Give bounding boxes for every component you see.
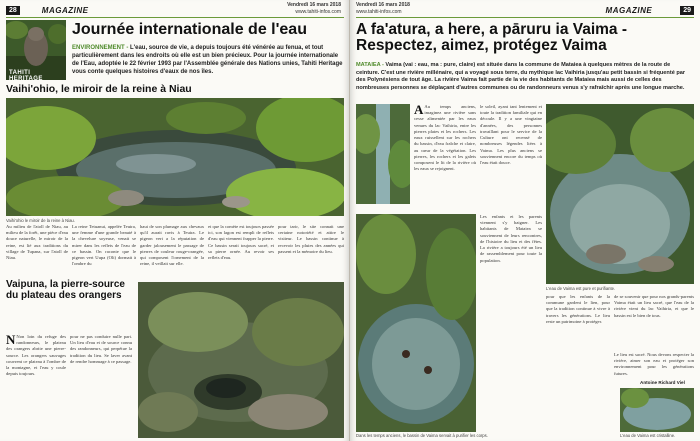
right-section-label: MAGAZINE bbox=[605, 5, 653, 15]
vaima-bathers-photo bbox=[356, 214, 476, 432]
right-dateline bbox=[356, 3, 410, 15]
left-col-6 bbox=[6, 334, 66, 438]
right-col-1-text: Au temps anciens, imaginez une rivière sans cesse alimentée par les eaux venues du lac Vaihiria, entre les pierres plates et les rochers. Les eaux ruissellent sur les rochers du bassin, d'eau fraîche et claire, au cœur de la végétation. Les pierres, les rochers et les galets composent le lit de la rivière où les eaux se rejoignent. bbox=[414, 104, 476, 172]
left-col-7: pour ne pas conduire nulle part. Un lieu d'eau et de source connu des randonneurs, qui perpétue la tradition du lieu. Se laver avant de rendre hommage à ce passage. bbox=[70, 334, 132, 364]
right-lead bbox=[356, 62, 694, 92]
clear-water-caption: L'eau de Vaima est cristalline. bbox=[620, 433, 676, 438]
right-page bbox=[350, 0, 700, 441]
left-col-1: Au milieu de l'atoll de Niau, au milieu de la forêt, une pièce d'eau douce naturelle, le miroir de la reine, est lié aux traditions du village de Tupana, sur l'atoll de Niau. bbox=[6, 224, 68, 261]
right-col-4: pour que les enfants de la commune gardent le lien, pour que la tradition continue à vivre à travers les générations. Le lieu reste un patrimoine à protéger. bbox=[546, 294, 610, 324]
right-col-5: de se souvenir que pour nos grands-parents Vaima était un lieu sacré, que l'eau de la rivière vient du lac Vaihiria, et que le bassin est le bien de tous. bbox=[614, 294, 694, 318]
right-url: www.tahiti-infos.com bbox=[356, 8, 402, 15]
left-col-4: et que la comète est toujours passée ici, son lagon est rempli de reflets d'eau qui viennent frapper la pierre. Ce bassin serait toujours sacré, et sa pierre ornée. Au revoir ses reflets d'eau. bbox=[208, 224, 274, 261]
left-header-rule bbox=[6, 17, 344, 18]
right-header bbox=[606, 4, 694, 16]
right-headline: A fa'atura, a here, a pāruru ia Vaima - Respectez, aimez, protégez Vaima bbox=[356, 21, 628, 55]
left-dropcap: N bbox=[6, 334, 16, 347]
left-url: www.tahiti-infos.com bbox=[295, 8, 341, 15]
left-subhead-1: Vaihi'ohio, le miroir de la reine à Niau bbox=[6, 83, 192, 95]
right-col-1 bbox=[414, 104, 476, 212]
vaima-waterfall-photo bbox=[356, 104, 410, 204]
left-dateline bbox=[287, 3, 341, 15]
left-col-6-text: Non loin du refuge des randonneurs, le plateau des orangers abrite une pierre-source. Les orangers sauvages couvrent ce plateau à l'ombre de la montagne, et l'eau y coule depuis toujours. bbox=[6, 334, 66, 377]
bathers-photo-caption: Dans les temps anciens, le bassin de Vaima servait à purifier les corps. bbox=[356, 433, 488, 438]
right-header-rule bbox=[356, 17, 694, 18]
right-page-number: 29 bbox=[680, 6, 694, 15]
left-lead bbox=[72, 44, 344, 76]
river-photo-caption: L'eau de Vaima est pure et purifiante. bbox=[546, 286, 616, 291]
left-date: Vendredi 16 mars 2018 bbox=[287, 2, 341, 8]
left-col-3: haut de son plumage aux chevaux qu'il aurait ravis à Teuira. Le pigeon vert a la réputation de garder jalousement le passage de pierres de couleur rouge-orangée, qui composent l'ornement de la reine, il veillait sur elle. bbox=[140, 224, 204, 267]
niau-photo-caption: Vaihi'ohio le miroir de la reine à Niau. bbox=[6, 218, 75, 223]
left-section-label: MAGAZINE bbox=[41, 5, 89, 15]
left-lead-kicker: ENVIRONNEMENT - bbox=[72, 45, 129, 51]
right-date: Vendredi 16 mars 2018 bbox=[356, 2, 410, 8]
left-headline: Journée internationale de l'eau bbox=[72, 21, 307, 38]
left-col-2: La reine Tetuanui, appelée Teuira, une femme d'une grande beauté à la chevelure soyeuse, venait se mirer dans les reflets de l'eau de ce bassin. On raconte que le pigeon vert Uupa (Oli) dormait à l'ombre du bbox=[72, 224, 136, 267]
right-lead-text: Vaima (vai : eau, ma : pure, claire) est située dans la commune de Mataiea à quelques mètres de la route de ceinture. C'est une rivière millénaire, qui a voyagé sous terre, du mythique lac Vaihiria jusqu'au petit bassin si fréquenté par des Polynésiens de tout âge. La rivière Vaima fait partie de la vie des habitants de Mataiea mais aussi de celles des nombreuses personnes se déplaçant d'autres communes ou de randonneurs venus s'y rafraîchir après une longue marche. bbox=[356, 62, 686, 91]
right-lead-kicker: MATAIEA - bbox=[356, 62, 384, 68]
tahiti-heritage-badge: TAHITI HERITAGE bbox=[9, 70, 43, 80]
tahiti-heritage-photo bbox=[6, 20, 66, 80]
article-signature: Antoine Richard Viel bbox=[640, 380, 685, 385]
right-col-2: le soleil, ayant tant lentement et toute la tradition familiale qui en découle. Il y a une vingtaine d'années, des personnes travaillant pour le service de la Culture ont recensé de nombreuses légendes liées à Vaima. Les plus anciens se souviennent encore du temps où l'eau était douce. bbox=[480, 104, 542, 166]
vaima-river-photo bbox=[546, 104, 694, 284]
right-dropcap: A bbox=[414, 104, 424, 117]
left-col-5: pour tarir, le site connait une certaine notoriété et attire le visiteur. Le bassin continue à recevoir les pluies des années qui passent et la mémoire du lieu. bbox=[278, 224, 344, 254]
right-col-6: Le lieu est sacré. Nous devons respecter la rivière, aimer son eau et protéger son environnement pour les générations futures. bbox=[614, 352, 694, 376]
left-page-number: 28 bbox=[6, 6, 20, 15]
left-subhead-2: Vaipuna, la pierre-source du plateau des orangers bbox=[6, 279, 125, 301]
right-col-3: Les enfants et les parents viennent s'y baigner. Les habitants de Mataiea se souviennent de leurs rencontres, de l'histoire du lieu et des fêtes. La rivière a toujours été un lieu de rassemblement pour toute la population. bbox=[480, 214, 542, 263]
vaima-clear-water-photo bbox=[620, 388, 694, 432]
niau-pool-photo bbox=[6, 98, 344, 216]
vaipuna-stone-photo bbox=[138, 282, 344, 438]
left-header bbox=[6, 4, 88, 16]
left-lead-text: L'eau, source de vie, a depuis toujours été vénérée au fenua, et tout particulièrement dans les endroits où elle est un bien précieux. Pour la journée internationale de l'Eau, adoptée le 22 février 1993 par l'Assemblée générale des Nations unies, Tahiti Heritage vous conte quelques histoires d'eaux de nos îles. bbox=[72, 45, 343, 76]
